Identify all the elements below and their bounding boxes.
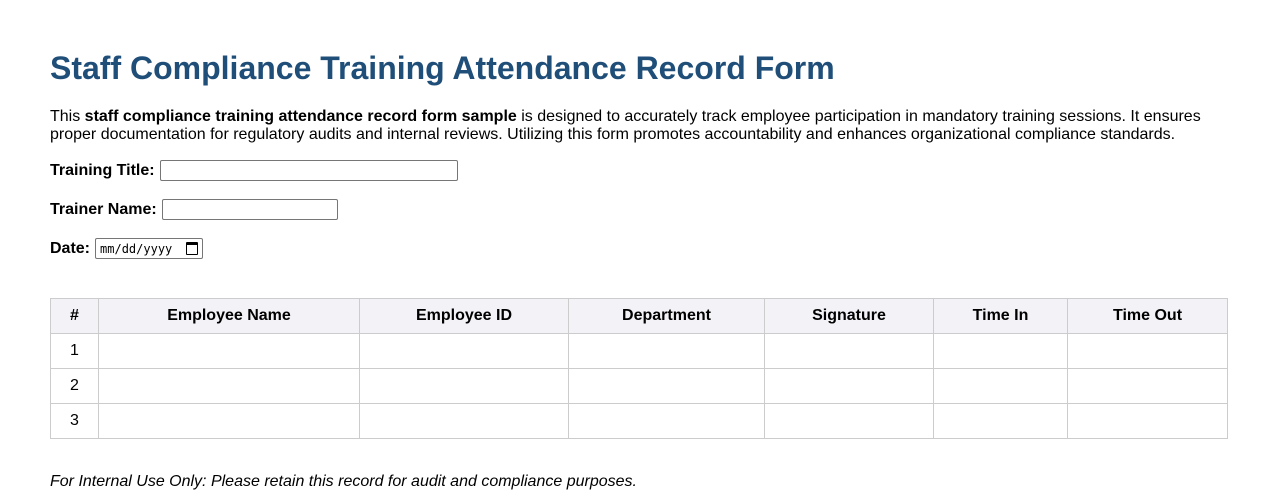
training-title-input[interactable] <box>160 160 458 181</box>
table-cell[interactable] <box>569 404 765 439</box>
table-cell[interactable] <box>934 334 1068 369</box>
table-cell[interactable] <box>934 404 1068 439</box>
table-cell[interactable] <box>99 369 360 404</box>
column-header: # <box>51 299 99 334</box>
footer-note: For Internal Use Only: Please retain this record for audit and compliance purposes. <box>50 473 637 490</box>
column-header: Signature <box>765 299 934 334</box>
intro-suffix: is designed to accurately track employee participation in mandatory training sessions. It ensures proper documentation for regulatory audits and internal reviews. Utilizing this form promotes accountability and enhances organizational compliance standards. <box>50 108 1201 143</box>
column-header: Employee ID <box>360 299 569 334</box>
table-cell[interactable] <box>1068 334 1228 369</box>
page-title: Staff Compliance Training Attendance Record Form <box>50 50 835 86</box>
table-cell[interactable] <box>765 334 934 369</box>
table-cell[interactable] <box>1068 404 1228 439</box>
table-cell[interactable] <box>765 369 934 404</box>
table-cell[interactable] <box>99 404 360 439</box>
column-header: Time Out <box>1068 299 1228 334</box>
table-cell[interactable] <box>360 369 569 404</box>
table-row <box>51 369 1228 404</box>
row-number: 2 <box>51 369 99 404</box>
table-header-row <box>51 299 1228 334</box>
date-input[interactable] <box>95 238 203 259</box>
intro-bold: staff compliance training attendance record form sample <box>84 108 517 125</box>
calendar-icon[interactable] <box>186 242 198 255</box>
table-row <box>51 334 1228 369</box>
table-row <box>51 404 1228 439</box>
trainer-name-label: Trainer Name: <box>50 200 157 218</box>
table-cell[interactable] <box>99 334 360 369</box>
table-cell[interactable] <box>765 404 934 439</box>
trainer-name-field <box>50 199 338 220</box>
training-title-label: Training Title: <box>50 161 155 179</box>
date-field <box>50 238 203 259</box>
column-header: Employee Name <box>99 299 360 334</box>
table-cell[interactable] <box>360 334 569 369</box>
attendance-table <box>50 298 1228 439</box>
row-number: 3 <box>51 404 99 439</box>
row-number: 1 <box>51 334 99 369</box>
table-cell[interactable] <box>360 404 569 439</box>
column-header: Time In <box>934 299 1068 334</box>
column-header: Department <box>569 299 765 334</box>
intro-paragraph <box>50 108 1220 144</box>
table-cell[interactable] <box>1068 369 1228 404</box>
intro-prefix: This <box>50 108 85 125</box>
trainer-name-input[interactable] <box>162 199 338 220</box>
table-cell[interactable] <box>569 334 765 369</box>
training-title-field <box>50 160 458 181</box>
table-cell[interactable] <box>934 369 1068 404</box>
table-cell[interactable] <box>569 369 765 404</box>
date-label: Date: <box>50 239 91 257</box>
date-placeholder: mm/dd/yyyy <box>100 241 173 256</box>
